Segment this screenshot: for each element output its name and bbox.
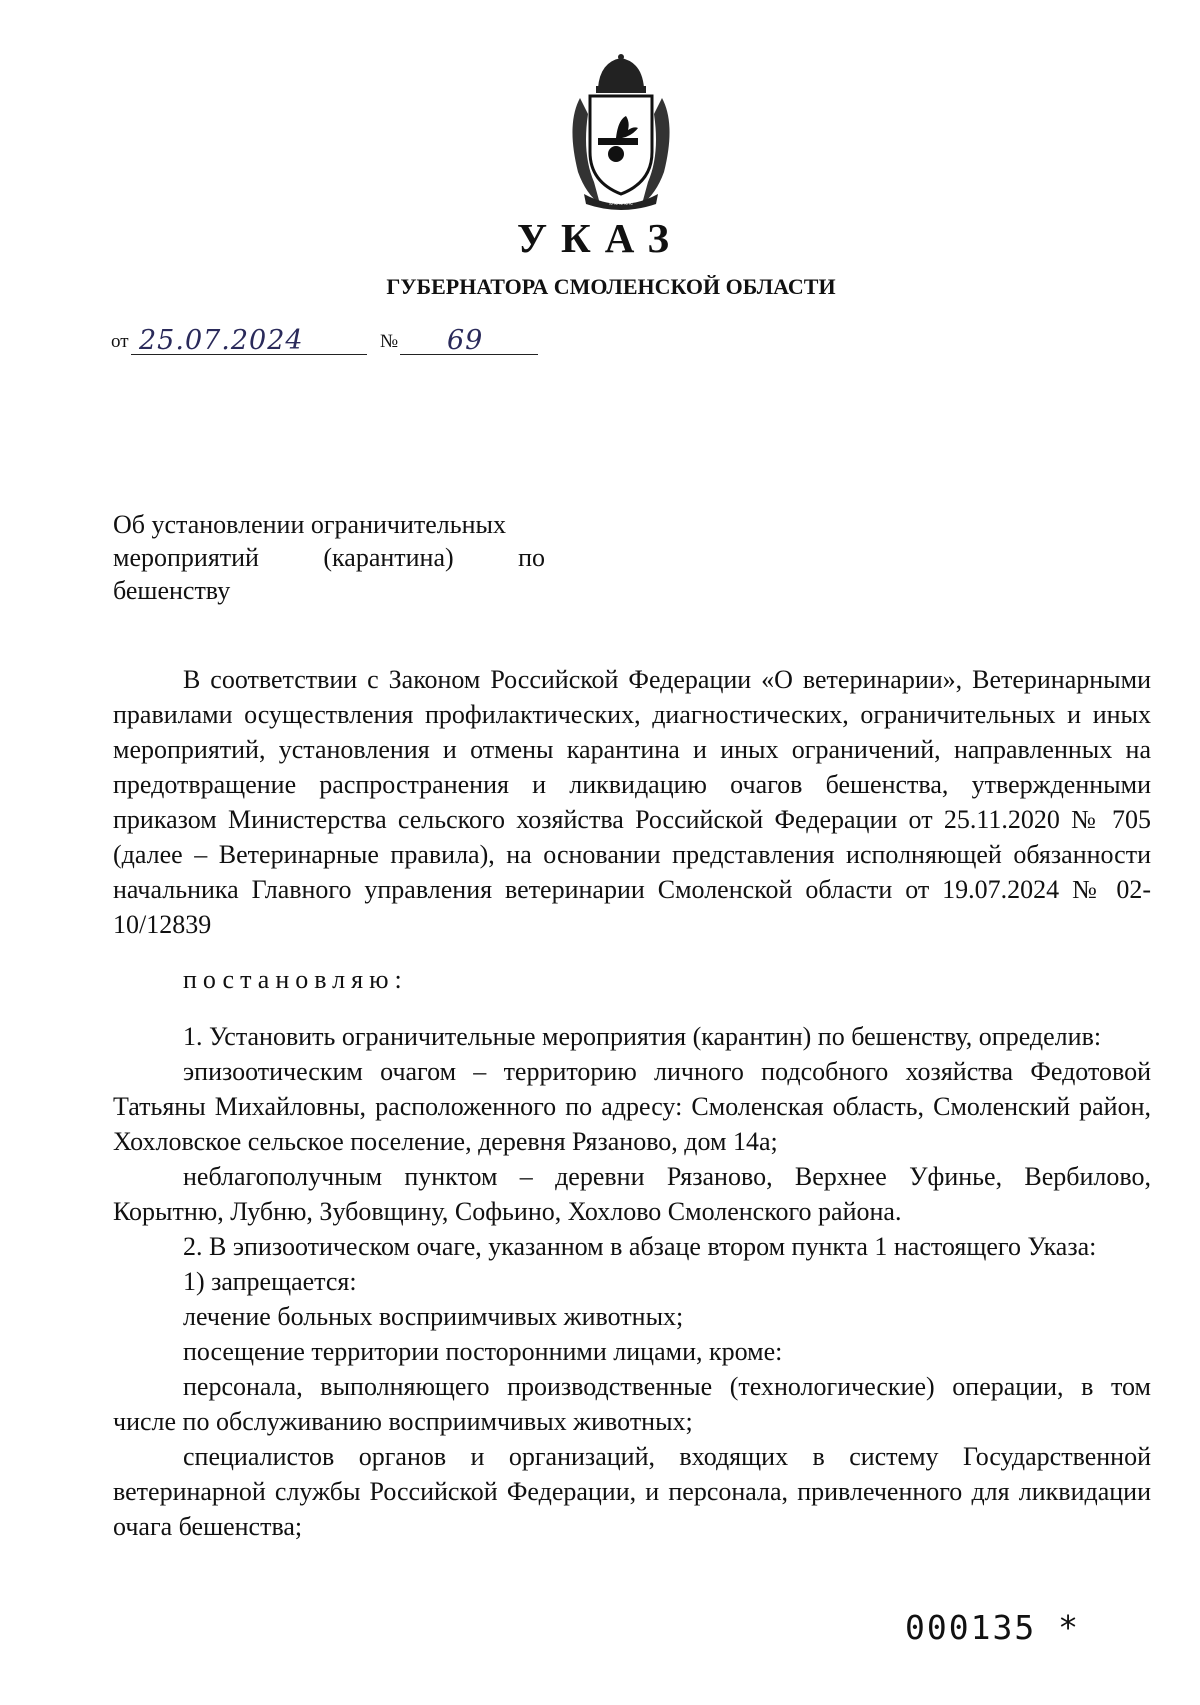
handwritten-number: 69: [447, 325, 484, 356]
number-label: №: [380, 331, 399, 352]
body-paragraph: неблагополучным пунктом – деревни Рязаново, Верхнее Уфинье, Вербилово, Корытню, Лубню, Зубовщину, Софьино, Хохлово Смоленского района.: [113, 1162, 1151, 1226]
body-paragraph: 2. В эпизоотическом очаге, указанном в абзаце втором пункта 1 настоящего Указа:: [183, 1232, 1097, 1261]
handwritten-date: 25.07.2024: [139, 325, 304, 356]
subject-line: бешенству: [113, 576, 231, 605]
decree-subject: [113, 508, 545, 607]
issuer-title: ГУБЕРНАТОРА СМОЛЕНСКОЙ ОБЛАСТИ: [386, 274, 836, 299]
subject-line: Об установлении ограничительных: [113, 510, 507, 539]
decree-body: [113, 662, 1151, 1544]
from-label: от: [111, 331, 129, 352]
body-paragraph: лечение больных восприимчивых животных;: [183, 1302, 684, 1331]
body-paragraph: эпизоотическим очагом – территорию личного подсобного хозяйства Федотовой Татьяны Михайловны, расположенного по адресу: Смоленская область, Смоленский район, Хохловское сельское поселение, деревня Рязаново, дом 14а;: [113, 1057, 1151, 1156]
body-paragraph: персонала, выполняющего производственные (технологические) операции, в том числе по обслуживанию восприимчивых животных;: [113, 1372, 1151, 1436]
coat-of-arms-icon: [560, 54, 682, 212]
document-title: УКАЗ: [516, 215, 684, 261]
body-paragraph: специалистов органов и организаций, входящих в систему Государственной ветеринарной службы Российской Федерации, и персонала, привлеченного для ликвидации очага бешенства;: [113, 1442, 1151, 1541]
date-number-line: [111, 321, 561, 361]
body-paragraph: 1. Установить ограничительные мероприятия (карантин) по бешенству, определив:: [183, 1022, 1102, 1051]
decree-word: постановляю:: [183, 965, 408, 994]
svg-text:~~~~~: ~~~~~: [608, 201, 634, 208]
serial-number: 000135 *: [905, 1608, 1080, 1647]
subject-line: мероприятий (карантина) по: [113, 543, 545, 572]
body-paragraph: 1) запрещается:: [183, 1267, 357, 1296]
body-paragraph: посещение территории посторонними лицами, кроме:: [183, 1337, 783, 1366]
preamble-paragraph: В соответствии с Законом Российской Федерации «О ветеринарии», Ветеринарными правилами осуществления профилактических, диагностических, ограничительных и иных мероприятий, установления и отмены карантина и иных ограничений, направленных на предотвращение распространения и ликвидацию очагов бешенства, утвержденными приказом Министерства сельского хозяйства Российской Федерации от 25.11.2020 № 705 (далее – Ветеринарные правила), на основании представления исполняющей обязанности начальника Главного управления ветеринарии Смоленской области от 19.07.2024 № 02-10/12839: [113, 665, 1151, 939]
